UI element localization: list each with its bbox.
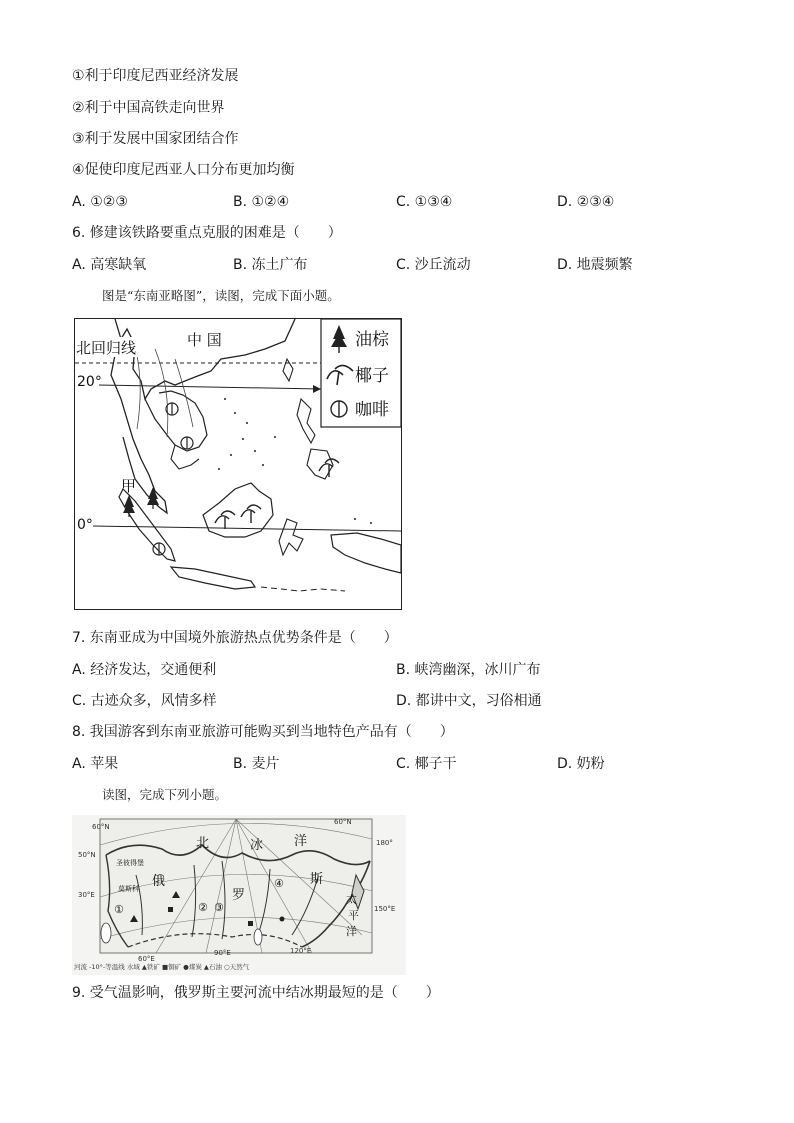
coffee-icon <box>153 543 165 555</box>
label-st-petersburg: 圣彼得堡 <box>116 859 144 867</box>
marker-1: ① <box>114 903 124 916</box>
q8-option-a: A. 苹果 <box>72 756 119 772</box>
marker-4: ④ <box>274 877 284 890</box>
label-60n-right: 60°N <box>334 818 352 826</box>
intro-southeast-asia: 图是“东南亚略图”，读图，完成下面小题。 <box>102 288 340 303</box>
q8-option-d: D. 奶粉 <box>557 756 605 772</box>
label-jia: 甲 <box>121 477 137 495</box>
legend-oil-palm: 油棕 <box>355 330 389 350</box>
label-30e: 30°E <box>78 891 95 899</box>
q6-option-c: C. 沙丘流动 <box>396 257 471 273</box>
label-20-degrees: 20° <box>77 374 102 390</box>
statement-3: ③利于发展中国家团结合作 <box>72 131 239 147</box>
q6-option-a: A. 高寒缺氧 <box>72 257 147 273</box>
label-120e: 120°E <box>290 947 312 955</box>
q7-option-d: D. 都讲中文，习俗相通 <box>396 693 542 709</box>
label-russia-1: 俄 <box>152 874 166 889</box>
q6-option-d: D. 地震频繁 <box>557 257 633 273</box>
label-60e: 60°E <box>138 955 155 963</box>
coffee-icon <box>181 437 193 449</box>
statement-1: ①利于印度尼西亚经济发展 <box>72 68 239 84</box>
q7-option-a: A. 经济发达，交通便利 <box>72 662 217 678</box>
coconut-icon <box>215 511 235 529</box>
russia-map <box>72 815 406 975</box>
marker-2: ② <box>198 901 208 914</box>
oil-palm-icon <box>123 495 135 517</box>
label-0-degrees: 0° <box>77 517 93 533</box>
coconut-icon <box>241 505 261 523</box>
label-tropic-of-cancer: 北回归线 <box>76 339 137 357</box>
q7-option-c: C. 古迹众多，风情多样 <box>72 693 217 709</box>
southeast-asia-map <box>74 318 402 610</box>
marker-3: ③ <box>214 901 224 914</box>
label-pacific-2: 平 <box>348 909 359 922</box>
legend-coffee: 咖啡 <box>355 400 389 420</box>
label-arctic-2: 冰 <box>250 838 264 853</box>
q8-option-c: C. 椰子干 <box>396 756 457 772</box>
coconut-icon <box>319 459 339 477</box>
label-arctic-1: 北 <box>196 836 210 851</box>
q9-stem: 9. 受气温影响，俄罗斯主要河流中结冰期最短的是（ ） <box>72 985 440 1001</box>
label-russia-2: 罗 <box>232 888 246 903</box>
label-arctic-3: 洋 <box>294 834 308 849</box>
q8-option-b: B. 麦片 <box>233 756 280 772</box>
q6-option-b: B. 冻土广布 <box>233 257 308 273</box>
label-china: 中 国 <box>187 331 222 349</box>
label-pacific-1: 太 <box>346 893 357 906</box>
map2-legend: 河流 -10°-等温线 水域 ▲铁矿 ■铜矿 ●煤炭 ▲石油 ○天然气 <box>74 963 250 971</box>
q6-stem: 6. 修建该铁路要重点克服的困难是（ ） <box>72 225 342 241</box>
label-60n-left: 60°N <box>92 823 110 831</box>
q7-option-b: B. 峡湾幽深，冰川广布 <box>396 662 541 678</box>
label-russia-3: 斯 <box>310 872 324 887</box>
label-pacific-3: 洋 <box>346 925 357 938</box>
q5-option-d: D. ②③④ <box>557 194 615 210</box>
statement-2: ②利于中国高铁走向世界 <box>72 100 225 116</box>
label-150e: 150°E <box>374 905 396 913</box>
q5-option-b: B. ①②④ <box>233 194 290 210</box>
label-90e: 90°E <box>214 949 231 957</box>
label-moscow: 莫斯科 <box>118 885 139 893</box>
intro-russia: 读图，完成下列小题。 <box>102 787 228 802</box>
q5-option-c: C. ①③④ <box>396 194 453 210</box>
label-180: 180° <box>376 839 393 847</box>
label-50n: 50°N <box>78 851 96 859</box>
statement-4: ④促使印度尼西亚人口分布更加均衡 <box>72 162 295 178</box>
legend-coconut: 椰子 <box>355 366 389 386</box>
q5-option-a: A. ①②③ <box>72 194 128 210</box>
q7-stem: 7. 东南亚成为中国境外旅游热点优势条件是（ ） <box>72 630 398 646</box>
q8-stem: 8. 我国游客到东南亚旅游可能购买到当地特色产品有（ ） <box>72 724 454 740</box>
